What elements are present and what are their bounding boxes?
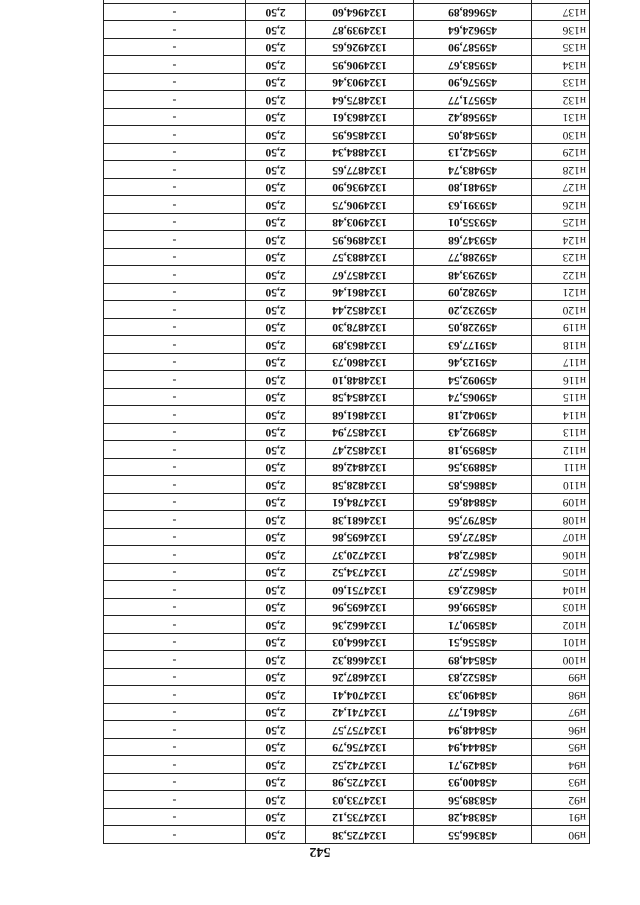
table-cell-note: - (104, 109, 246, 127)
table-row (104, 774, 590, 792)
table-cell-point: н131 (532, 109, 590, 127)
table-cell-y: 1324906,75 (306, 196, 414, 214)
table-cell-note: - (104, 301, 246, 319)
table-cell-y: 1324964,60 (306, 4, 414, 22)
table-cell-x: 458672,84 (414, 546, 532, 564)
table-cell-value: 2,50 (246, 599, 306, 617)
table-cell-x: 458556,51 (414, 634, 532, 652)
table-cell-y: 1324926,65 (306, 39, 414, 57)
table-cell-point: н113 (532, 424, 590, 442)
table-row (104, 651, 590, 669)
table-cell-note: - (104, 389, 246, 407)
table-cell-point: н112 (532, 441, 590, 459)
table-cell-value: 2,50 (246, 214, 306, 232)
table-row (104, 214, 590, 232)
table-cell-note: - (104, 634, 246, 652)
table-row (104, 39, 590, 57)
table-cell-point: н114 (532, 406, 590, 424)
table-cell-point: н92 (532, 791, 590, 809)
table-cell-y: 1324735,12 (306, 809, 414, 827)
table-cell-x: 458544,89 (414, 651, 532, 669)
table-cell-value: 2,50 (246, 406, 306, 424)
table-cell-note: - (104, 564, 246, 582)
table-row (104, 4, 590, 22)
table-cell-point: н95 (532, 739, 590, 757)
table-cell-note: - (104, 756, 246, 774)
table-cell-x: 458448,94 (414, 721, 532, 739)
table-cell-y: 1324863,89 (306, 336, 414, 354)
table-cell-note: - (104, 739, 246, 757)
table-cell-y: 1324857,67 (306, 266, 414, 284)
table-cell-value: 2,50 (246, 126, 306, 144)
table-row (104, 529, 590, 547)
table-cell-note: - (104, 791, 246, 809)
table-cell-y: 1324756,79 (306, 739, 414, 757)
table-row (104, 546, 590, 564)
table-cell-y: 1324883,57 (306, 249, 414, 267)
table-row (104, 459, 590, 477)
table-cell-value: 2,50 (246, 739, 306, 757)
table-row (104, 371, 590, 389)
table-cell-y: 1324734,52 (306, 564, 414, 582)
page-number: 542 (309, 844, 331, 859)
table-cell-point: н104 (532, 581, 590, 599)
table-cell-y: 1324842,68 (306, 459, 414, 477)
table-cell-note: - (104, 266, 246, 284)
table-row (104, 284, 590, 302)
table-cell-point: н117 (532, 354, 590, 372)
table-row (104, 249, 590, 267)
table-cell-x: 458461,77 (414, 704, 532, 722)
table-cell-y: 1324733,03 (306, 791, 414, 809)
table-cell-point: н132 (532, 91, 590, 109)
table-row (104, 791, 590, 809)
table-row (104, 144, 590, 162)
table-cell-y: 1324720,37 (306, 546, 414, 564)
table-cell-note: - (104, 126, 246, 144)
table-cell-value: 2,50 (246, 301, 306, 319)
table-cell-y: 1324687,26 (306, 669, 414, 687)
table-cell-x (414, 0, 532, 4)
table-cell-x: 458599,66 (414, 599, 532, 617)
table-cell-note: - (104, 686, 246, 704)
table-cell-point: н94 (532, 756, 590, 774)
table-cell-note: - (104, 284, 246, 302)
table-cell-note: - (104, 91, 246, 109)
table-cell-x: 458490,33 (414, 686, 532, 704)
table-row (104, 389, 590, 407)
table-cell-y: 1324857,94 (306, 424, 414, 442)
table-cell-value: 2,50 (246, 581, 306, 599)
table-cell-y: 1324903,48 (306, 214, 414, 232)
table-cell-note: - (104, 371, 246, 389)
table-cell-point: н136 (532, 21, 590, 39)
table-cell-x: 458384,28 (414, 809, 532, 827)
table-cell-y: 1324695,86 (306, 529, 414, 547)
table-cell-value: 2,50 (246, 721, 306, 739)
table-cell-x: 458429,71 (414, 756, 532, 774)
table-cell-value: 2,50 (246, 686, 306, 704)
table-cell-value: 2,50 (246, 284, 306, 302)
table-cell-note: - (104, 651, 246, 669)
table-cell-x: 458400,93 (414, 774, 532, 792)
table-row (104, 231, 590, 249)
table-cell-y: 1324903,46 (306, 74, 414, 92)
table-cell-note: - (104, 774, 246, 792)
table-row (104, 266, 590, 284)
table-row (104, 704, 590, 722)
table-cell-x: 459177,63 (414, 336, 532, 354)
table-cell-value: 2,50 (246, 249, 306, 267)
table-cell-value: 2,50 (246, 319, 306, 337)
table-cell-x: 459568,42 (414, 109, 532, 127)
table-cell-x: 459542,13 (414, 144, 532, 162)
table-cell-x: 458893,56 (414, 459, 532, 477)
table-cell-x: 459293,48 (414, 266, 532, 284)
table-cell-note: - (104, 406, 246, 424)
table-row (104, 739, 590, 757)
table-row (104, 126, 590, 144)
table-cell-x: 459624,64 (414, 21, 532, 39)
table-cell-value: 2,50 (246, 774, 306, 792)
table-cell-y: 1324852,44 (306, 301, 414, 319)
table-cell-note: - (104, 21, 246, 39)
table-row (104, 616, 590, 634)
table-cell-y: 1324939,87 (306, 21, 414, 39)
table-cell-note: - (104, 231, 246, 249)
table-cell-value: 2,50 (246, 459, 306, 477)
table-cell-value: 2,50 (246, 231, 306, 249)
table-cell-value: 2,50 (246, 791, 306, 809)
table-cell-point: н134 (532, 56, 590, 74)
table-cell-note: - (104, 669, 246, 687)
table-cell-note: - (104, 179, 246, 197)
table-cell-note: - (104, 354, 246, 372)
table-cell-x: 459232,20 (414, 301, 532, 319)
table-cell-note: - (104, 144, 246, 162)
table-row (104, 756, 590, 774)
table-cell-x: 458865,85 (414, 476, 532, 494)
table-cell-point: н102 (532, 616, 590, 634)
table-cell-point: н127 (532, 179, 590, 197)
table-cell-x: 458522,83 (414, 669, 532, 687)
table-cell-value: 2,50 (246, 4, 306, 22)
table-cell-value: 2,50 (246, 144, 306, 162)
table-cell-point: н108 (532, 511, 590, 529)
table-cell-note: - (104, 511, 246, 529)
table-cell-point: н98 (532, 686, 590, 704)
table-cell-value: 2,50 (246, 511, 306, 529)
table-cell-point: н97 (532, 704, 590, 722)
table-cell-x: 459042,18 (414, 406, 532, 424)
table-cell-y: 1324757,57 (306, 721, 414, 739)
table-cell-x: 458590,71 (414, 616, 532, 634)
table-cell-value: 2,50 (246, 196, 306, 214)
table-cell-point: н119 (532, 319, 590, 337)
table-cell-x: 459347,68 (414, 231, 532, 249)
table-cell-note: - (104, 441, 246, 459)
table-cell-note: - (104, 4, 246, 22)
table-cell-x: 459583,67 (414, 56, 532, 74)
table-cell-note: - (104, 529, 246, 547)
table-cell-note: - (104, 249, 246, 267)
coordinates-table (103, 0, 590, 844)
table-cell-note: - (104, 494, 246, 512)
table-cell-point: н122 (532, 266, 590, 284)
table-cell-x: 459483,74 (414, 161, 532, 179)
table-row (104, 826, 590, 844)
table-cell-note: - (104, 721, 246, 739)
table-cell-point: н106 (532, 546, 590, 564)
table-cell-point: н90 (532, 826, 590, 844)
table-cell-note: - (104, 319, 246, 337)
table-cell-value: 2,50 (246, 354, 306, 372)
table-cell-x: 459092,54 (414, 371, 532, 389)
table-cell-point: н126 (532, 196, 590, 214)
table-cell-point: н99 (532, 669, 590, 687)
table-row (104, 476, 590, 494)
table-cell-point: н128 (532, 161, 590, 179)
table-cell-point: н110 (532, 476, 590, 494)
table-cell-y: 1324725,98 (306, 774, 414, 792)
table-cell-note: - (104, 809, 246, 827)
table-cell-x: 458366,55 (414, 826, 532, 844)
table-cell-y: 1324704,41 (306, 686, 414, 704)
table-cell-value: 2,50 (246, 179, 306, 197)
table-cell-value: 2,50 (246, 634, 306, 652)
table-cell-x: 458992,43 (414, 424, 532, 442)
table-row (104, 564, 590, 582)
table-cell-value: 2,50 (246, 371, 306, 389)
table-cell-value (246, 0, 306, 4)
table-cell-y: 1324856,95 (306, 126, 414, 144)
table-cell-note (104, 0, 246, 4)
table-cell-value: 2,50 (246, 441, 306, 459)
table-cell-note: - (104, 74, 246, 92)
table-cell-point: н105 (532, 564, 590, 582)
table-cell-x: 458389,56 (414, 791, 532, 809)
table-cell-note: - (104, 581, 246, 599)
table-cell-y: 1324854,58 (306, 389, 414, 407)
table-row (104, 56, 590, 74)
table-row (104, 581, 590, 599)
table-cell-value: 2,50 (246, 529, 306, 547)
table-cell-x: 458797,56 (414, 511, 532, 529)
table-cell-note: - (104, 39, 246, 57)
table-cell-value: 2,50 (246, 109, 306, 127)
table-cell-x: 458959,18 (414, 441, 532, 459)
table-cell-point: н93 (532, 774, 590, 792)
table-cell-x: 459481,80 (414, 179, 532, 197)
table-cell-x: 458657,27 (414, 564, 532, 582)
table-cell-point: н115 (532, 389, 590, 407)
table-row (104, 336, 590, 354)
table-cell-x: 459123,46 (414, 354, 532, 372)
table-row (104, 721, 590, 739)
table-cell-point: н123 (532, 249, 590, 267)
table-cell-value: 2,50 (246, 494, 306, 512)
table-cell-x: 459228,05 (414, 319, 532, 337)
table-row (104, 441, 590, 459)
table-cell-x: 459668,89 (414, 4, 532, 22)
table-row (104, 301, 590, 319)
table-row (104, 196, 590, 214)
table-cell-y (306, 0, 414, 4)
table-cell-y: 1324863,61 (306, 109, 414, 127)
table-cell-y: 1324741,42 (306, 704, 414, 722)
table-cell-point: н103 (532, 599, 590, 617)
table-cell-value: 2,50 (246, 161, 306, 179)
table-cell-point: н111 (532, 459, 590, 477)
table-cell-value: 2,50 (246, 546, 306, 564)
table-cell-value: 2,50 (246, 826, 306, 844)
table-cell-value: 2,50 (246, 91, 306, 109)
table-cell-note: - (104, 476, 246, 494)
table-cell-x: 459355,01 (414, 214, 532, 232)
table-row (104, 494, 590, 512)
table-cell-note: - (104, 424, 246, 442)
table-cell-x: 459065,74 (414, 389, 532, 407)
table-cell-point: н130 (532, 126, 590, 144)
table-cell-y: 1324861,68 (306, 406, 414, 424)
table-row (104, 511, 590, 529)
table-cell-value: 2,50 (246, 336, 306, 354)
table-cell-note: - (104, 546, 246, 564)
table-cell-x: 458622,63 (414, 581, 532, 599)
table-cell-point: н124 (532, 231, 590, 249)
table-cell-y: 1324852,47 (306, 441, 414, 459)
table-cell-note: - (104, 616, 246, 634)
table-row (104, 406, 590, 424)
table-cell-y: 1324695,96 (306, 599, 414, 617)
table-cell-point: н133 (532, 74, 590, 92)
table-cell-value: 2,50 (246, 564, 306, 582)
table-cell-y: 1324906,95 (306, 56, 414, 74)
table-cell-y: 1324662,36 (306, 616, 414, 634)
table-cell-value: 2,50 (246, 476, 306, 494)
table-cell-x: 459288,77 (414, 249, 532, 267)
table-cell-y: 1324664,03 (306, 634, 414, 652)
table-cell-y: 1324828,58 (306, 476, 414, 494)
table-cell-y: 1324742,52 (306, 756, 414, 774)
table-cell-y: 1324784,61 (306, 494, 414, 512)
table-cell-x: 458848,65 (414, 494, 532, 512)
table-cell-y: 1324878,30 (306, 319, 414, 337)
table-cell-y: 1324896,95 (306, 231, 414, 249)
table-cell-y: 1324681,38 (306, 511, 414, 529)
table-cell-note: - (104, 161, 246, 179)
table-cell-note: - (104, 214, 246, 232)
table-cell-x: 459576,90 (414, 74, 532, 92)
table-cell-point: н120 (532, 301, 590, 319)
table-cell-y: 1324877,65 (306, 161, 414, 179)
table-cell-x: 459587,90 (414, 39, 532, 57)
table-cell-note: - (104, 336, 246, 354)
table-cell-note: - (104, 599, 246, 617)
table-row (104, 179, 590, 197)
table-cell-value: 2,50 (246, 56, 306, 74)
table-cell-note: - (104, 826, 246, 844)
table-row (104, 74, 590, 92)
table-cell-point: н121 (532, 284, 590, 302)
table-cell-y: 1324848,10 (306, 371, 414, 389)
table-cell-note: - (104, 196, 246, 214)
table-cell-point: н91 (532, 809, 590, 827)
table-cell-point: н101 (532, 634, 590, 652)
table-cell-point (532, 0, 590, 4)
table-row (104, 686, 590, 704)
table-cell-point: н107 (532, 529, 590, 547)
table-cell-point: н137 (532, 4, 590, 22)
table-row (104, 634, 590, 652)
table-cell-point: н116 (532, 371, 590, 389)
table-cell-y: 1324936,90 (306, 179, 414, 197)
table-cell-point: н129 (532, 144, 590, 162)
table-row (104, 91, 590, 109)
table-cell-value: 2,50 (246, 756, 306, 774)
table-row (104, 354, 590, 372)
table-row (104, 599, 590, 617)
table-cell-point: н118 (532, 336, 590, 354)
table-cell-x: 459282,09 (414, 284, 532, 302)
table-row (104, 161, 590, 179)
table-cell-y: 1324875,64 (306, 91, 414, 109)
table-cell-x: 458444,94 (414, 739, 532, 757)
table-cell-y: 1324668,32 (306, 651, 414, 669)
table-cell-note: - (104, 459, 246, 477)
table-cell-point: н109 (532, 494, 590, 512)
table-cell-x: 459571,77 (414, 91, 532, 109)
table-cell-note: - (104, 56, 246, 74)
table-cell-value: 2,50 (246, 669, 306, 687)
table-cell-point: н100 (532, 651, 590, 669)
table-cell-value: 2,50 (246, 424, 306, 442)
table-cell-y: 1324725,38 (306, 826, 414, 844)
table-cell-y: 1324861,46 (306, 284, 414, 302)
table-row (104, 424, 590, 442)
table-cell-value: 2,50 (246, 266, 306, 284)
table-cell-value: 2,50 (246, 39, 306, 57)
table-row (104, 669, 590, 687)
table-cell-point: н96 (532, 721, 590, 739)
table-row (104, 21, 590, 39)
table-cell-value: 2,50 (246, 21, 306, 39)
table-cell-value: 2,50 (246, 74, 306, 92)
table-cell-value: 2,50 (246, 704, 306, 722)
table-row (104, 0, 590, 4)
table-cell-y: 1324884,34 (306, 144, 414, 162)
table-cell-value: 2,50 (246, 616, 306, 634)
table-cell-x: 458727,65 (414, 529, 532, 547)
table-row (104, 809, 590, 827)
table-cell-value: 2,50 (246, 651, 306, 669)
table-cell-y: 1324751,60 (306, 581, 414, 599)
table-row (104, 319, 590, 337)
table-cell-point: н135 (532, 39, 590, 57)
table-cell-x: 459391,63 (414, 196, 532, 214)
table-cell-x: 459548,05 (414, 126, 532, 144)
table-cell-value: 2,50 (246, 809, 306, 827)
table-row (104, 109, 590, 127)
table-cell-y: 1324860,73 (306, 354, 414, 372)
table-cell-point: н125 (532, 214, 590, 232)
table-cell-value: 2,50 (246, 389, 306, 407)
table-cell-note: - (104, 704, 246, 722)
